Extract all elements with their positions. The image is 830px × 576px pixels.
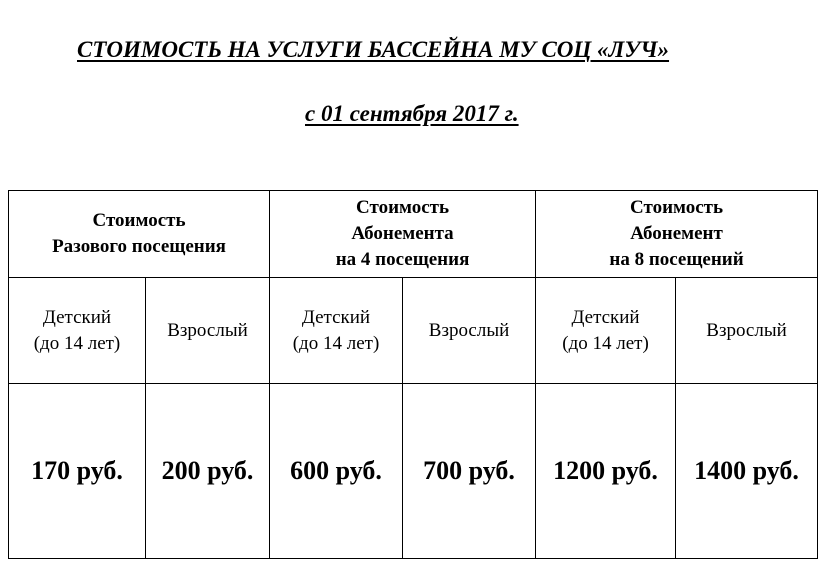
group-header-8-visits [536, 191, 818, 278]
child-label-cell [9, 278, 146, 384]
adult-label: Взрослый [167, 319, 248, 341]
child-age-note: (до 14 лет) [562, 332, 649, 354]
adult-label-cell [403, 278, 536, 384]
price-single-child: 170 руб. [9, 384, 146, 559]
group-header-line: Абонемент [630, 223, 723, 244]
price-4-visits-adult: 700 руб. [403, 384, 536, 559]
adult-label: Взрослый [706, 319, 787, 341]
group-header-line: Стоимость [92, 210, 186, 231]
group-header-line: Разового посещения [52, 236, 226, 257]
document-title: СТОИМОСТЬ НА УСЛУГИ БАССЕЙНА МУ СОЦ «ЛУЧ» [77, 37, 670, 62]
child-label: Детский [42, 306, 112, 328]
price-8-visits-adult: 1400 руб. [676, 384, 818, 559]
adult-label: Взрослый [428, 319, 510, 341]
document-date: с 01 сентября 2017 г. [305, 101, 519, 126]
child-label: Детский [571, 306, 640, 328]
child-age-note: (до 14 лет) [292, 332, 380, 354]
child-label-cell [270, 278, 403, 384]
group-header-line: на 8 посещений [609, 249, 744, 270]
table-header-row [9, 191, 818, 278]
price-table [8, 190, 818, 559]
child-label-cell [536, 278, 676, 384]
child-age-note: (до 14 лет) [33, 332, 121, 354]
adult-label-cell [146, 278, 270, 384]
group-header-4-visits [270, 191, 536, 278]
price-8-visits-child: 1200 руб. [536, 384, 676, 559]
table-price-row [9, 384, 818, 559]
price-single-adult: 200 руб. [146, 384, 270, 559]
price-4-visits-child: 600 руб. [270, 384, 403, 559]
group-header-single-visit [9, 191, 270, 278]
table-subheader-row [9, 278, 818, 384]
child-label: Детский [301, 306, 371, 328]
group-header-line: на 4 посещения [335, 249, 470, 270]
group-header-line: Стоимость [630, 197, 724, 218]
group-header-line: Абонемента [351, 223, 454, 244]
group-header-line: Стоимость [356, 197, 450, 218]
adult-label-cell [676, 278, 818, 384]
